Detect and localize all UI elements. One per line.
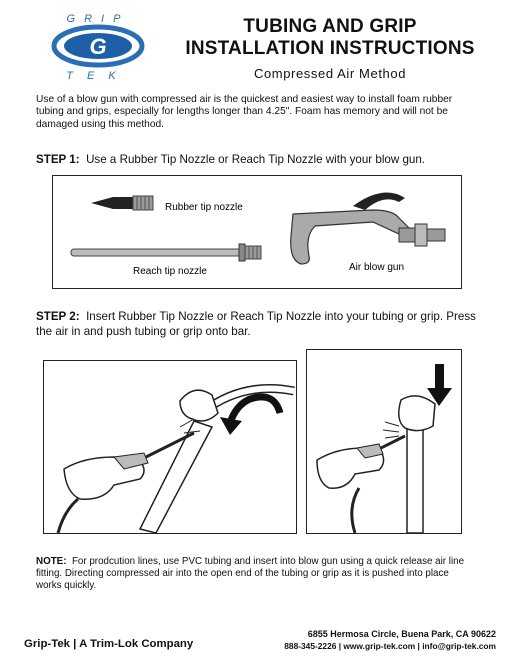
push-tubing-onto-bar-illustration [307, 350, 461, 533]
logo-bottom-text: TEK [66, 70, 130, 82]
step-2 [36, 309, 486, 339]
page-title [160, 16, 500, 60]
upper-hand-icon [180, 390, 218, 421]
logo-top-text: GRIP [66, 13, 130, 25]
figure-nozzles-and-gun [52, 175, 462, 289]
reach-tip-nozzle-label: Reach tip nozzle [133, 266, 207, 277]
note-text: For prodcution lines, use PVC tubing and insert into blow gun using a quick release air line fitting. Directing compressed air into the open end of the tubing or grip as it is pushed into place works quickly. [36, 556, 465, 592]
rubber-tip-nozzle-label: Rubber tip nozzle [165, 202, 243, 213]
step-1-text: Use a Rubber Tip Nozzle or Reach Tip Nozzle with your blow gun. [86, 153, 426, 166]
footer-address: 6855 Hermosa Circle, Buena Park, CA 90622 [307, 629, 496, 639]
footer-contact: 888-345-2226 | www.grip-tek.com | info@grip-tek.com [284, 641, 496, 651]
step-1 [36, 152, 486, 167]
hands-insert-nozzle-illustration [44, 361, 296, 533]
air-blow-gun-label: Air blow gun [349, 262, 405, 273]
air-blow-gun-icon [291, 193, 445, 264]
rubber-tip-nozzle-icon [91, 196, 153, 210]
figure-push-tubing [306, 349, 462, 534]
logo-badge-letter: G [89, 34, 107, 59]
page-subtitle: Compressed Air Method [253, 66, 407, 81]
step-2-text: Insert Rubber Tip Nozzle or Reach Tip Nozzle into your tubing or grip. Press the air in and push tubing or grip onto bar. [36, 310, 476, 338]
footer-company: Grip-Tek | A Trim-Lok Company [24, 638, 194, 650]
step-2-label: STEP 2: [36, 310, 80, 323]
note-label: NOTE: [36, 556, 67, 567]
grip-tek-logo [38, 10, 158, 82]
figure-insert-nozzle [43, 360, 297, 534]
title-line-1: TUBING AND GRIP [243, 16, 417, 37]
push-arrow-icon [230, 397, 280, 423]
intro-paragraph: Use of a blow gun with compressed air is the quickest and easiest way to install foam rubber tubing and grips, especially for lengths longer than 4.25". Foam has memory and will not be damaged using this method. [36, 94, 453, 130]
step-1-label: STEP 1: [36, 153, 80, 166]
figure-1-illustration [53, 176, 461, 288]
upper-hand-icon [399, 396, 435, 431]
reach-tip-nozzle-icon [71, 244, 261, 261]
down-arrow-icon [435, 364, 444, 390]
production-note [36, 556, 476, 593]
title-line-2: INSTALLATION INSTRUCTIONS [185, 38, 475, 59]
